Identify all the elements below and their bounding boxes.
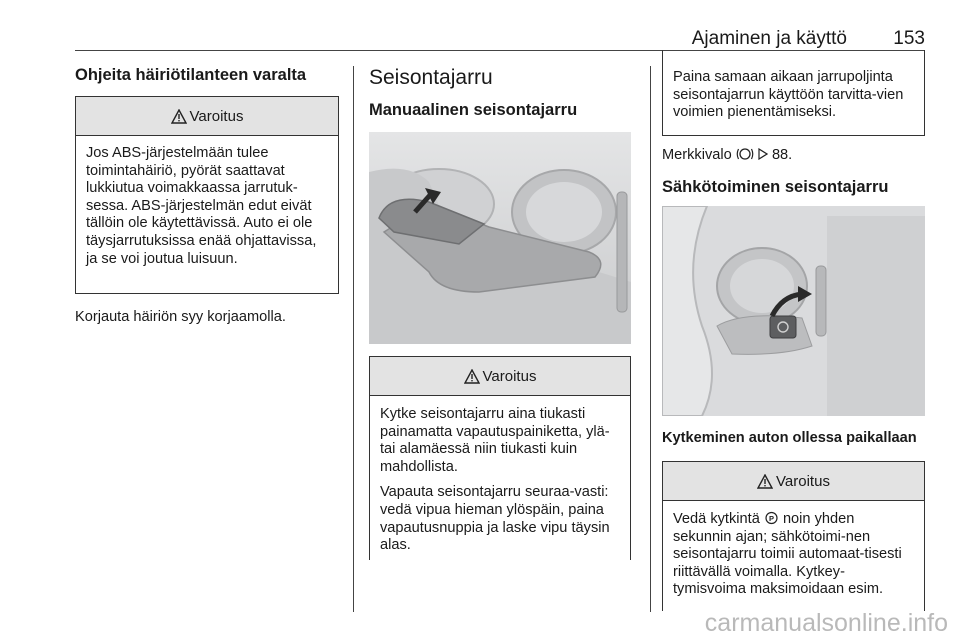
warning-title: Varoitus bbox=[189, 107, 244, 125]
warning-triangle-icon bbox=[757, 474, 773, 489]
warning-text: Jos ABS-järjestelmään tulee toimintahäiriö, pyörät saattavat lukkiutua voimakkaassa jarrutuk-sessa. ABS-järjestelmän edut eivät tällöin ole käytettävissä. Auto ei ole täysjarrutuksissa enää ohjattavissa, ja se voi joutua luisuun. bbox=[86, 145, 317, 267]
page-reference-icon bbox=[758, 148, 768, 160]
indicator-reference bbox=[662, 147, 792, 165]
page-title: Seisontajarru bbox=[369, 66, 493, 89]
paragraph: Korjauta häiriön syy korjaamolla. bbox=[75, 309, 286, 325]
section-heading: Manuaalinen seisontajarru bbox=[369, 101, 578, 119]
page-header bbox=[75, 28, 925, 52]
image-caption: Kytkeminen auton ollessa paikallaan bbox=[662, 430, 917, 446]
svg-text:P: P bbox=[768, 514, 774, 523]
brake-indicator-icon bbox=[736, 147, 754, 161]
warning-title: Varoitus bbox=[482, 367, 537, 385]
warning-triangle-icon bbox=[171, 109, 187, 124]
warning-title: Varoitus bbox=[776, 472, 830, 490]
manual-parking-brake-image bbox=[369, 132, 631, 344]
column-divider bbox=[650, 66, 651, 612]
warning-text-suffix: noin yhden sekunnin ajan; sähkötoimi-nen seisontajarru toimii automaat-tisesti riittävällä voimalla. Kytkey-tymisvoima maksimoidaan esim. bbox=[673, 511, 902, 598]
continued-warning-box bbox=[662, 50, 925, 136]
page-reference: 88. bbox=[771, 147, 793, 163]
watermark: carmanualsonline.info bbox=[704, 609, 948, 637]
parking-switch-icon bbox=[764, 511, 779, 525]
warning-box bbox=[662, 461, 925, 611]
warning-text bbox=[673, 511, 914, 599]
warning-triangle-icon bbox=[464, 369, 480, 384]
section-heading: Sähkötoiminen seisontajarru bbox=[662, 178, 889, 196]
column-divider bbox=[353, 66, 354, 612]
electric-parking-brake-image bbox=[662, 206, 925, 416]
header-title: Ajaminen ja käyttö bbox=[691, 28, 847, 49]
warning-text-prefix: Vedä kytkintä bbox=[673, 511, 760, 527]
warning-text: Paina samaan aikaan jarrupoljinta seisontajarrun käyttöön tarvitta-vien voimien pienentämiseksi. bbox=[673, 69, 904, 121]
warning-box bbox=[369, 356, 631, 560]
warning-text: Vapauta seisontajarru seuraa-vasti: vedä vipua hieman ylöspäin, paina vapautusnuppia ja laske vipu täysin alas. bbox=[380, 484, 610, 554]
warning-header bbox=[663, 462, 924, 501]
page-number: 153 bbox=[893, 28, 925, 49]
warning-text: Kytke seisontajarru aina tiukasti painamatta vapautuspainiketta, ylä- tai alamäessä niin tiukasti kuin mahdollista. bbox=[380, 406, 610, 475]
warning-header bbox=[370, 357, 630, 396]
warning-box bbox=[75, 96, 339, 294]
section-heading: Ohjeita häiriötilanteen varalta bbox=[75, 66, 307, 84]
warning-header bbox=[76, 97, 338, 136]
indicator-label: Merkkivalo bbox=[662, 147, 732, 163]
